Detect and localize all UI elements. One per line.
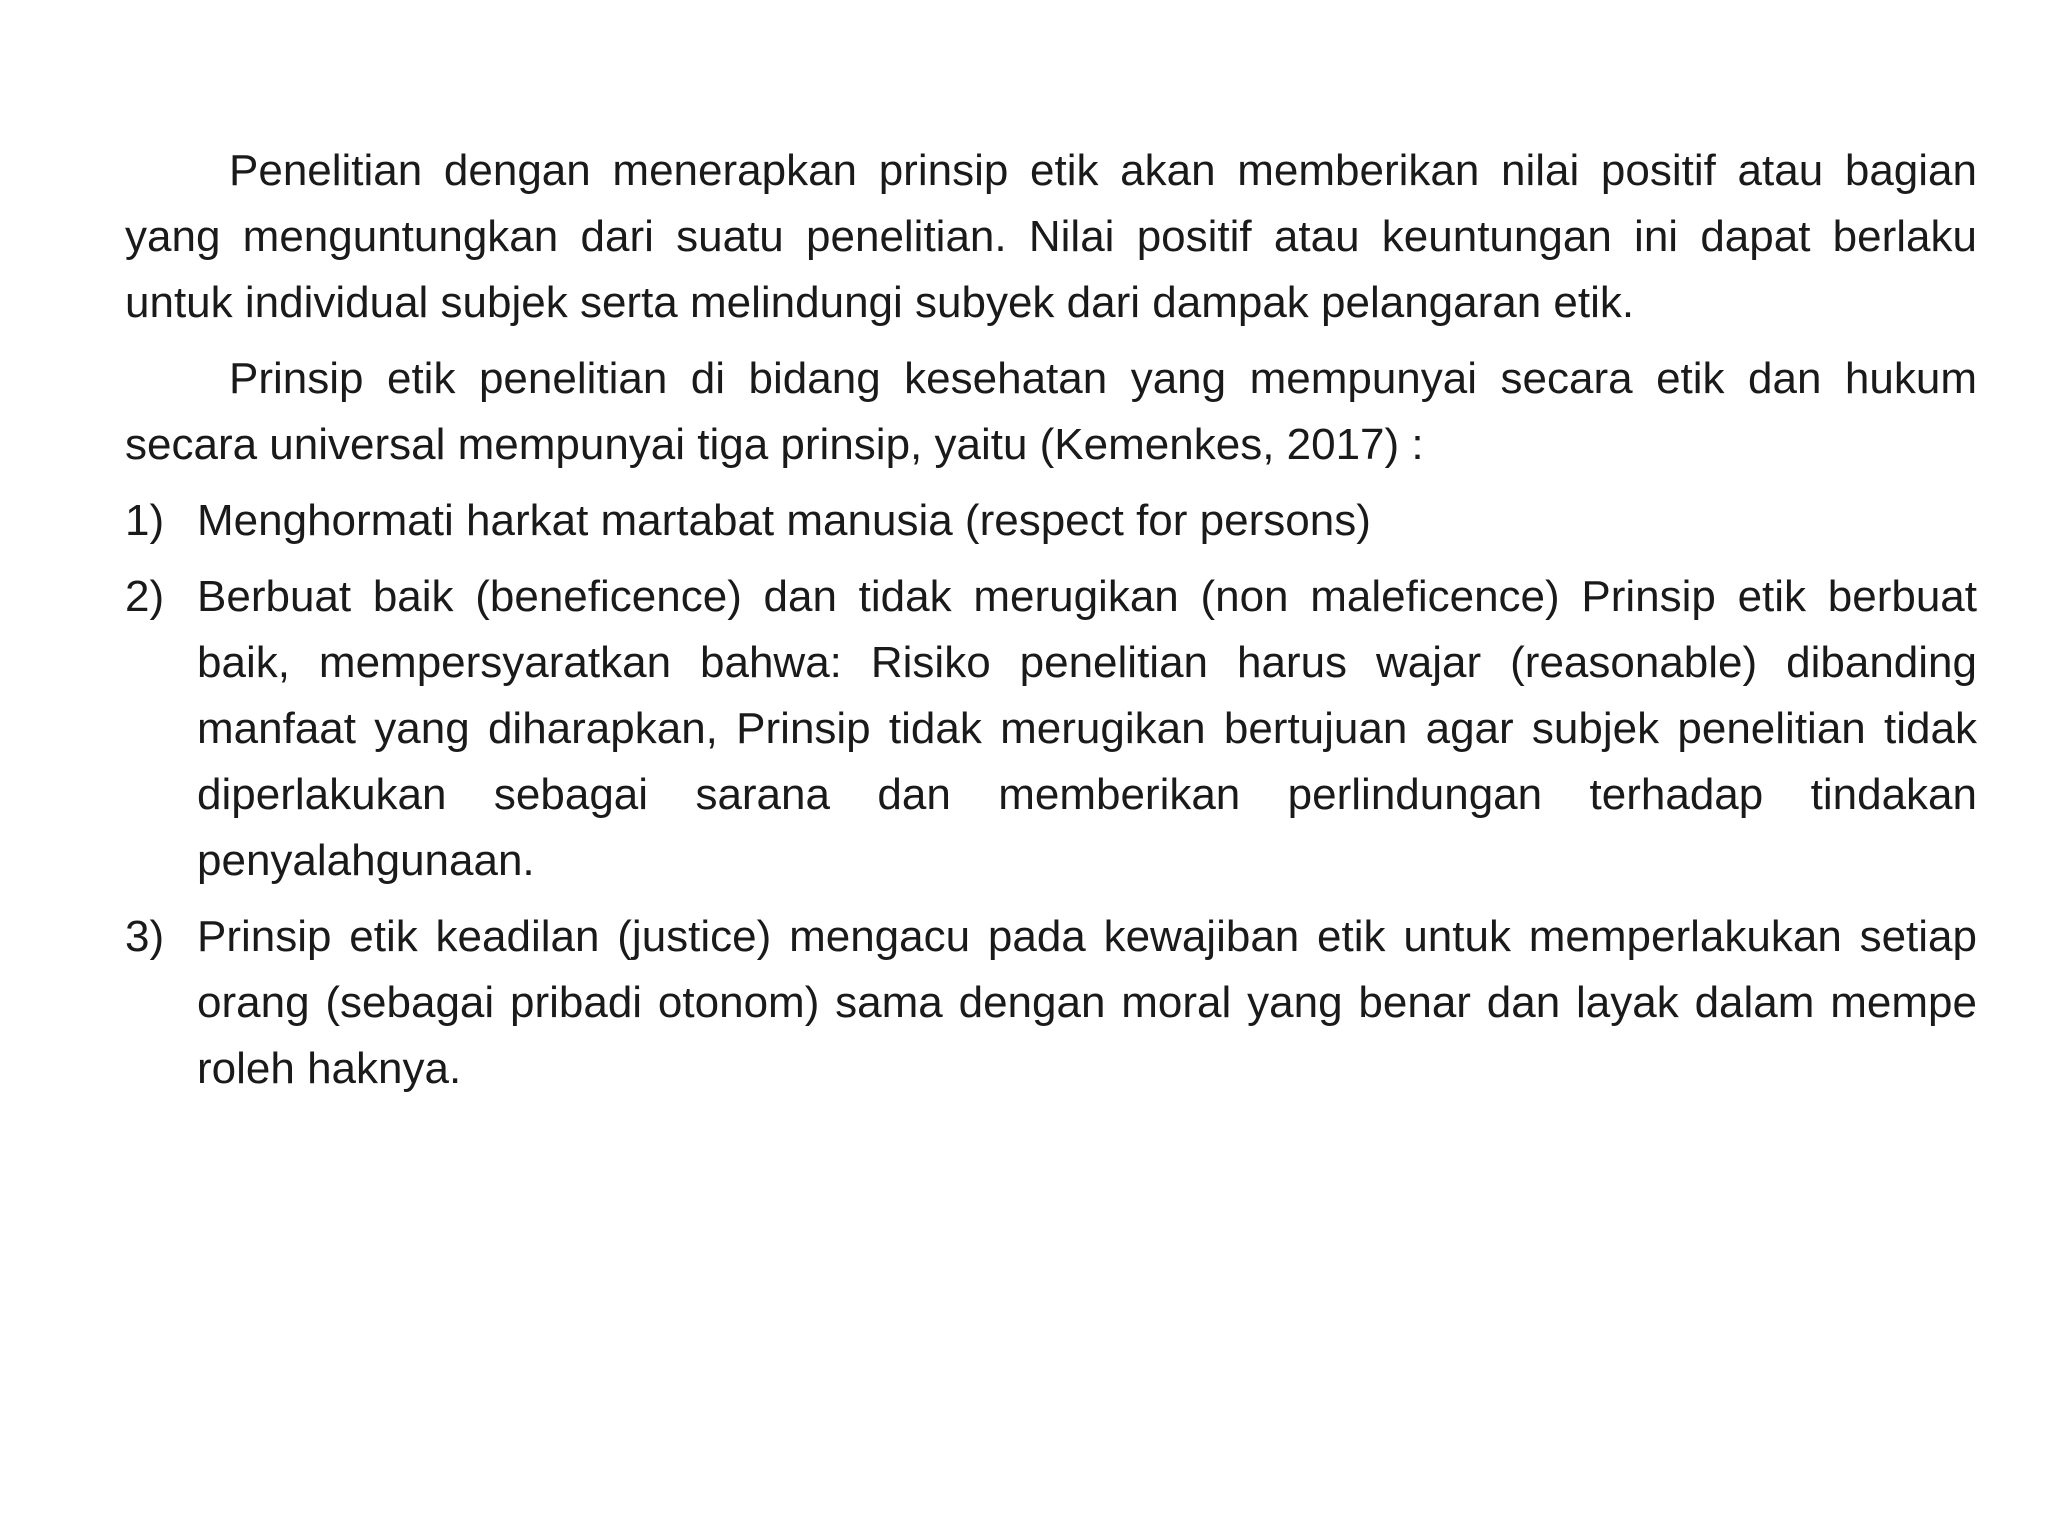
list-number: 2)	[125, 572, 165, 621]
list-text: Menghormati harkat martabat manusia (respect for persons)	[197, 496, 1371, 545]
list-item	[125, 904, 1977, 1102]
list-text: Berbuat baik (beneficence) dan tidak merugikan (non maleficence) Prinsip etik berbuat baik, mempersyaratkan bahwa: Risiko penelitian harus wajar (reasonable) dibanding manfaat yang diharapkan, Prinsip tidak merugikan bertujuan agar subjek penelitian tidak diperlakukan sebagai sarana dan memberikan perlindungan terhadap tindakan penyalahgunaan.	[197, 572, 1977, 885]
paragraph-intro: Penelitian dengan menerapkan prinsip etik akan memberikan nilai positif atau bagian yang menguntungkan dari suatu penelitian. Nilai positif atau keuntungan ini dapat berlaku untuk individual subjek serta melindungi subyek dari dampak pelangaran etik.	[125, 146, 1977, 327]
principles-list	[125, 488, 1977, 1102]
list-item	[125, 488, 1977, 554]
list-item	[125, 564, 1977, 894]
slide-body	[125, 138, 1977, 1112]
list-number: 3)	[125, 912, 165, 961]
paragraph-principles: Prinsip etik penelitian di bidang kesehatan yang mempunyai secara etik dan hukum secara universal mempunyai tiga prinsip, yaitu (Kemenkes, 2017) :	[125, 354, 1977, 469]
list-number: 1)	[125, 496, 165, 545]
list-text: Prinsip etik keadilan (justice) mengacu pada kewajiban etik untuk memperlakukan setiap orang (sebagai pribadi otonom) sama dengan moral yang benar dan layak dalam mempe roleh haknya.	[197, 912, 1977, 1093]
